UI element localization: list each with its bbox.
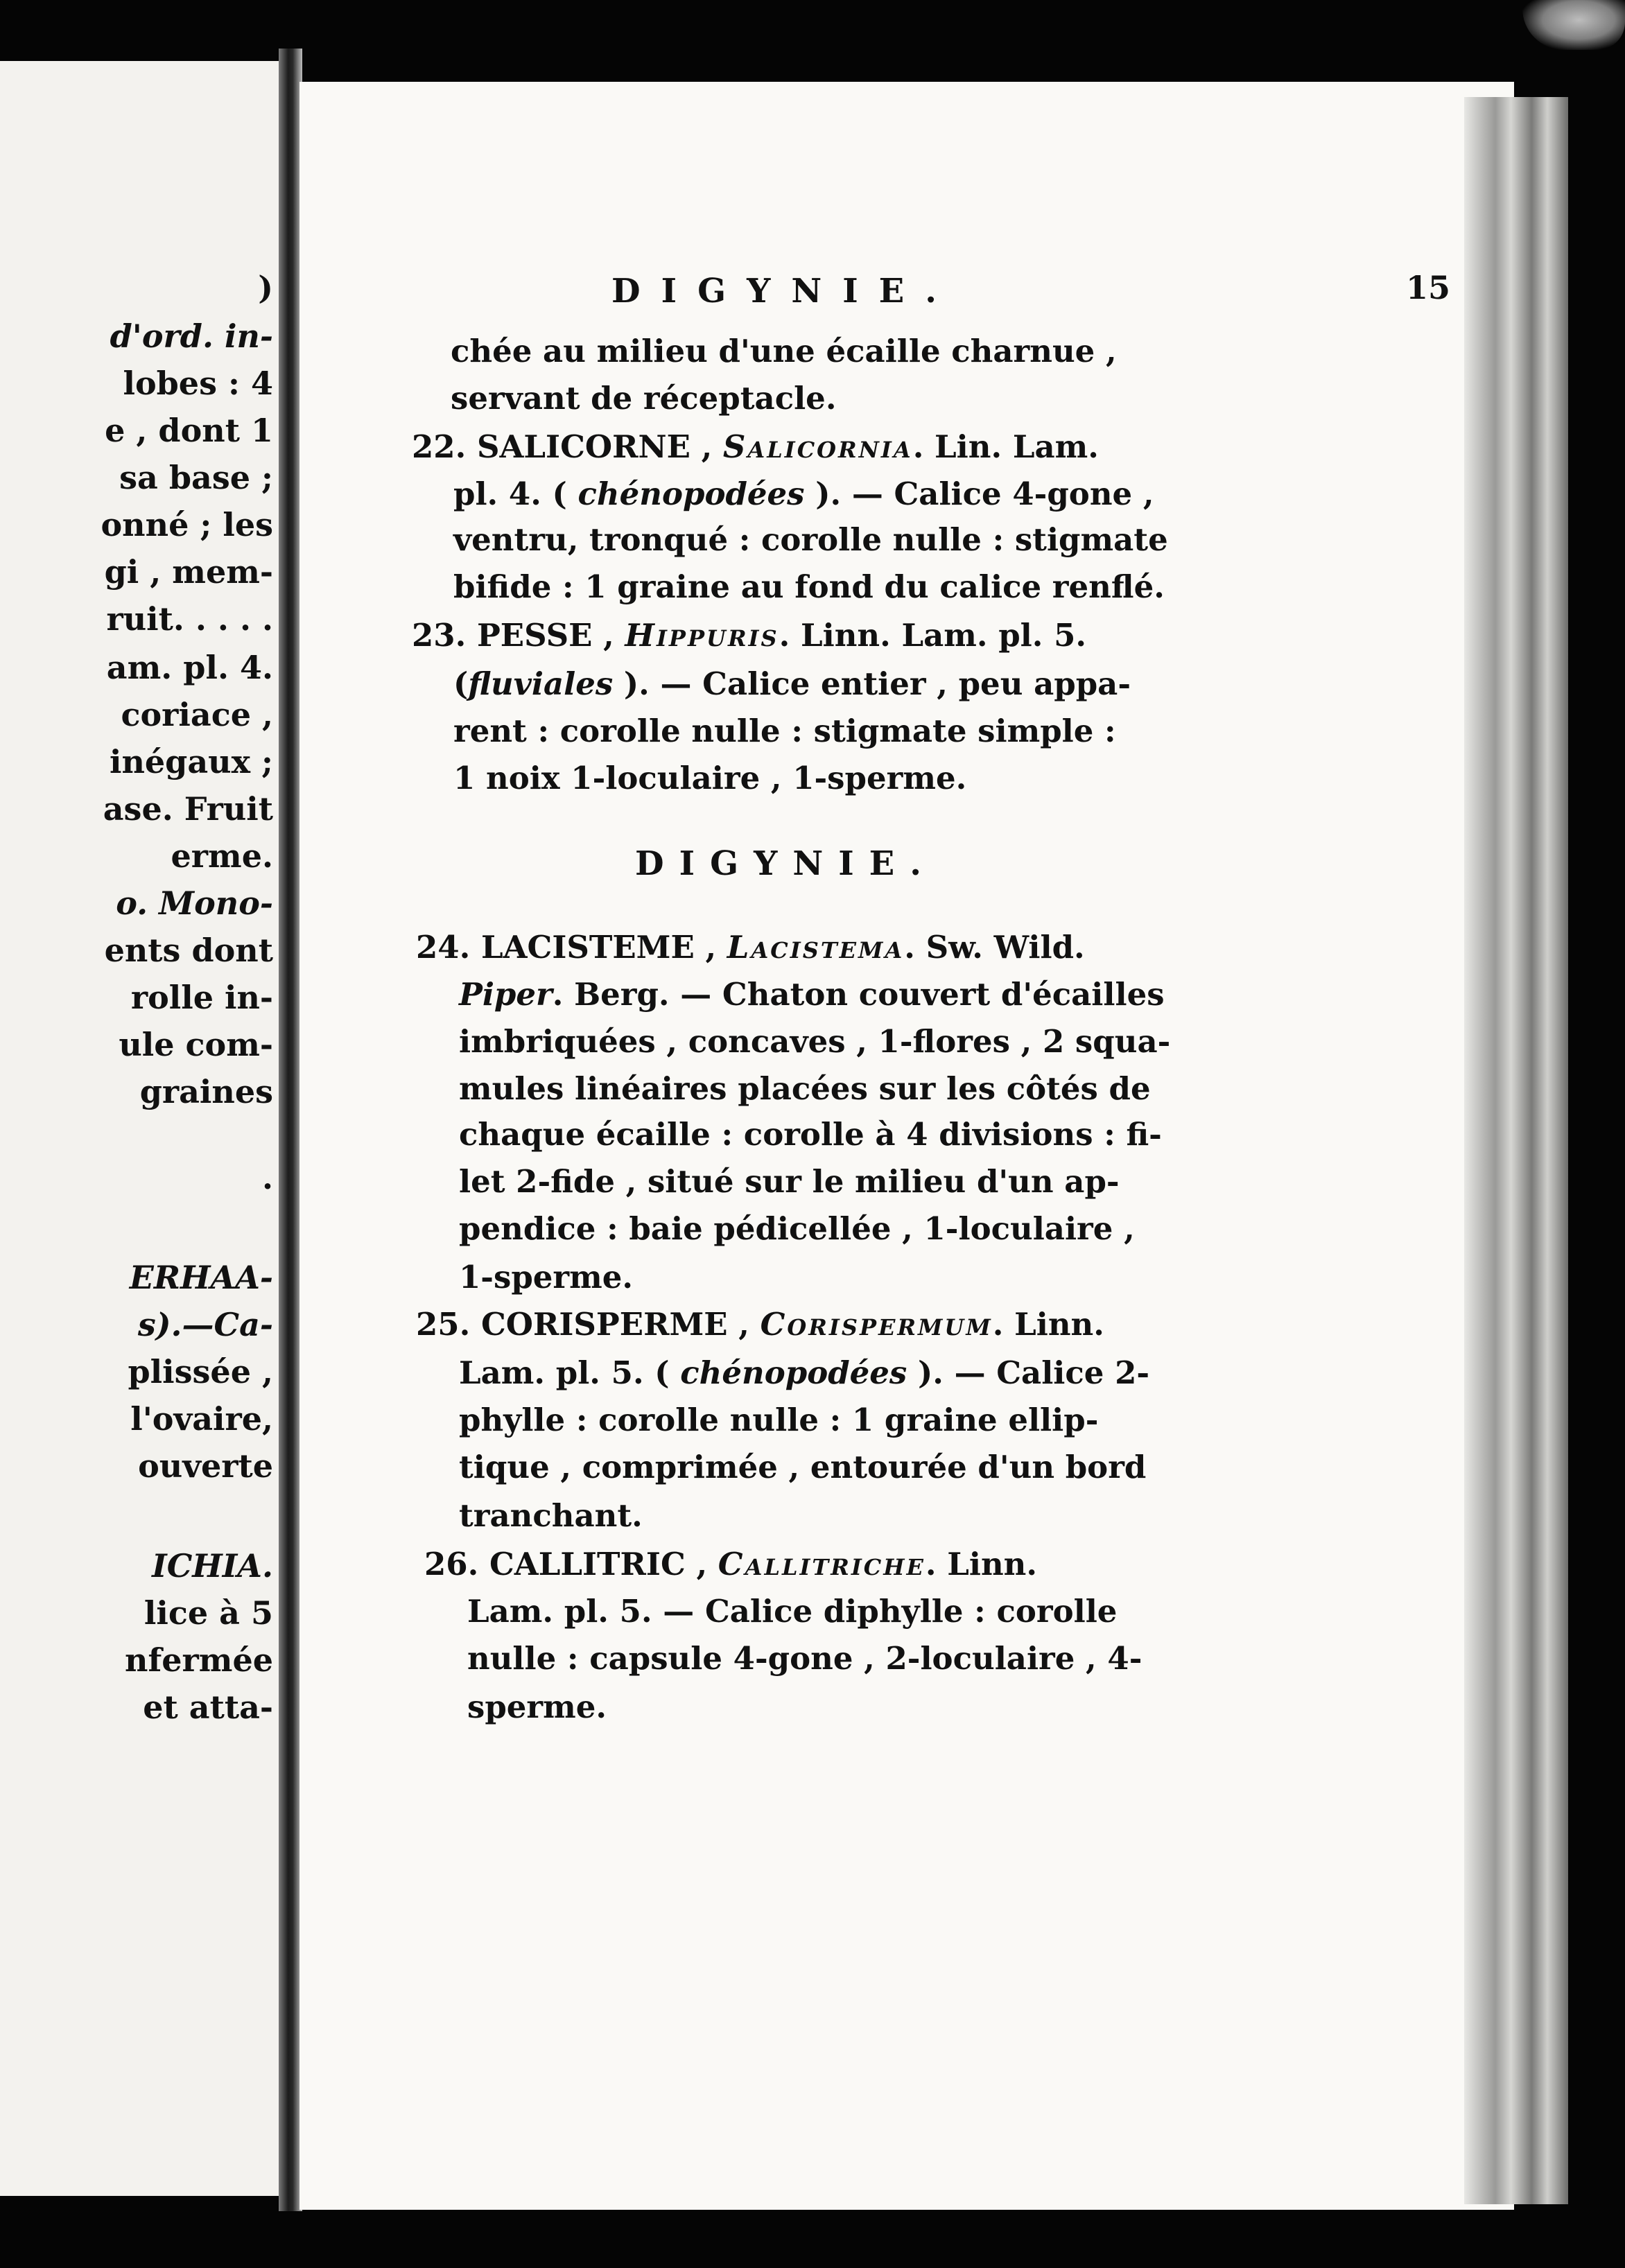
- previous-page-line: ents dont: [104, 932, 273, 969]
- genus-latin: Corispermum: [760, 1306, 993, 1343]
- entry-22-line-3: ventru, tronqué : corolle nulle : stigmate: [453, 521, 1168, 558]
- section-title: DIGYNIE.: [635, 844, 937, 883]
- text-part: ). — Calice 4-gone ,: [815, 476, 1154, 512]
- previous-page-line: et atta-: [143, 1689, 273, 1726]
- previous-page-line: ule com-: [119, 1026, 273, 1063]
- previous-page-line: e , dont 1: [105, 412, 273, 449]
- genus-reference: . Linn.: [992, 1306, 1104, 1343]
- previous-page-line: ruit. . . . .: [106, 600, 273, 638]
- entry-24-line-5: chaque écaille : corolle à 4 divisions : fi-: [459, 1116, 1162, 1153]
- previous-page-line: o. Mono-: [116, 884, 273, 922]
- previous-page-line: ERHAA-: [129, 1259, 273, 1296]
- previous-page-line: s).—Ca-: [137, 1306, 273, 1343]
- text-line: chée au milieu d'une écaille charnue ,: [451, 333, 1117, 369]
- genus-name: SALICORNE ,: [476, 428, 713, 465]
- genus-latin: Callitriche: [718, 1546, 926, 1582]
- genus-reference: . Linn. Lam. pl. 5.: [779, 617, 1087, 654]
- scan-corner-stain: [1522, 0, 1625, 50]
- running-head: DIGYNIE.: [611, 272, 957, 311]
- entry-24-line-8: 1-sperme.: [459, 1259, 634, 1296]
- entry-23-line-2: [453, 665, 1131, 702]
- previous-page-line: onné ; les: [101, 506, 273, 543]
- genus-reference: . Linn.: [925, 1546, 1038, 1582]
- family-name: chénopodées: [577, 476, 805, 512]
- entry-number: 25.: [416, 1306, 471, 1343]
- text-part: Lam. pl. 5. (: [459, 1354, 670, 1391]
- entry-24-line-7: pendice : baie pédicellée , 1-loculaire ,: [459, 1210, 1135, 1247]
- entry-25-line-1: [416, 1306, 1104, 1343]
- entry-24-line-2: [459, 976, 1165, 1013]
- previous-page-line: graines: [139, 1073, 273, 1110]
- entry-24-line-4: mules linéaires placées sur les côtés de: [459, 1070, 1151, 1107]
- previous-page-line: ): [258, 269, 273, 306]
- previous-page-line: lice à 5: [144, 1594, 273, 1632]
- family-name: fluviales: [468, 665, 614, 702]
- genus-latin: Salicornia: [722, 428, 913, 465]
- entry-25-line-5: tranchant.: [459, 1497, 643, 1534]
- previous-page-line: lobes : 4: [123, 365, 273, 402]
- genus-name: PESSE ,: [476, 617, 614, 654]
- genus-name: CORISPERME ,: [480, 1306, 749, 1343]
- text-part: (: [453, 665, 469, 702]
- previous-page-line: sa base ;: [119, 459, 273, 496]
- book-gutter: [279, 49, 302, 2211]
- entry-25-line-4: tique , comprimée , entourée d'un bord: [459, 1449, 1147, 1485]
- entry-number: 26.: [424, 1546, 479, 1582]
- previous-page-line: am. pl. 4.: [106, 649, 273, 686]
- previous-page-line: ouverte: [138, 1447, 273, 1485]
- entry-number: 24.: [416, 929, 471, 966]
- previous-page-line: d'ord. in-: [110, 317, 273, 355]
- genus-reference: . Sw. Wild.: [904, 929, 1085, 966]
- entry-26-line-1: [424, 1546, 1038, 1582]
- previous-page: [0, 61, 283, 2196]
- page-number: 15: [1406, 269, 1451, 306]
- entry-26-line-4: sperme.: [467, 1689, 607, 1725]
- entry-23-line-4: 1 noix 1-loculaire , 1-sperme.: [453, 760, 967, 796]
- entry-number: 23.: [412, 617, 467, 654]
- previous-page-line: coriace ,: [121, 696, 273, 733]
- entry-25-line-2: [459, 1354, 1150, 1391]
- genus-latin: Hippuris: [625, 617, 779, 654]
- page-edge-shadow: [1464, 97, 1568, 2204]
- genus-name: CALLITRIC ,: [489, 1546, 708, 1582]
- previous-page-line: .: [261, 1159, 273, 1196]
- previous-page-line: plissée ,: [128, 1353, 273, 1390]
- previous-page-line: rolle in-: [130, 979, 273, 1016]
- text-part: pl. 4. (: [453, 476, 567, 512]
- entry-24-line-6: let 2-fide , situé sur le milieu d'un ap-: [459, 1163, 1120, 1200]
- text-line: servant de réceptacle.: [451, 380, 837, 417]
- previous-page-line: l'ovaire,: [130, 1400, 273, 1438]
- entry-26-line-2: Lam. pl. 5. — Calice diphylle : corolle: [467, 1593, 1118, 1630]
- entry-24-line-3: imbriquées , concaves , 1-flores , 2 squa-: [459, 1023, 1171, 1060]
- previous-page-line: ase. Fruit: [103, 790, 273, 828]
- genus-latin: Lacistema: [727, 929, 905, 966]
- entry-22-line-1: [412, 428, 1099, 465]
- text-part: ). — Calice entier , peu appa-: [623, 665, 1131, 702]
- entry-23-line-1: [412, 617, 1087, 654]
- previous-page-line: inégaux ;: [109, 743, 273, 780]
- entry-24-line-1: [416, 929, 1085, 966]
- family-name: chénopodées: [680, 1354, 907, 1391]
- entry-26-line-3: nulle : capsule 4-gone , 2-loculaire , 4-: [467, 1640, 1142, 1677]
- entry-25-line-3: phylle : corolle nulle : 1 graine ellip-: [459, 1402, 1099, 1438]
- text-part: ). — Calice 2-: [917, 1354, 1150, 1391]
- genus-reference: . Lin. Lam.: [912, 428, 1099, 465]
- previous-page-line: ICHIA.: [152, 1547, 273, 1585]
- previous-page-line: gi , mem-: [104, 553, 273, 591]
- entry-number: 22.: [412, 428, 467, 465]
- genus-alt-name: Piper: [459, 976, 553, 1013]
- entry-23-line-3: rent : corolle nulle : stigmate simple :: [453, 713, 1116, 749]
- entry-22-line-4: bifide : 1 graine au fond du calice renflé.: [453, 568, 1165, 605]
- text-part: . Berg. — Chaton couvert d'écailles: [552, 976, 1165, 1013]
- previous-page-line: nfermée: [125, 1641, 273, 1679]
- genus-name: LACISTEME ,: [480, 929, 717, 966]
- previous-page-line: erme.: [171, 837, 273, 875]
- entry-22-line-2: [453, 476, 1154, 512]
